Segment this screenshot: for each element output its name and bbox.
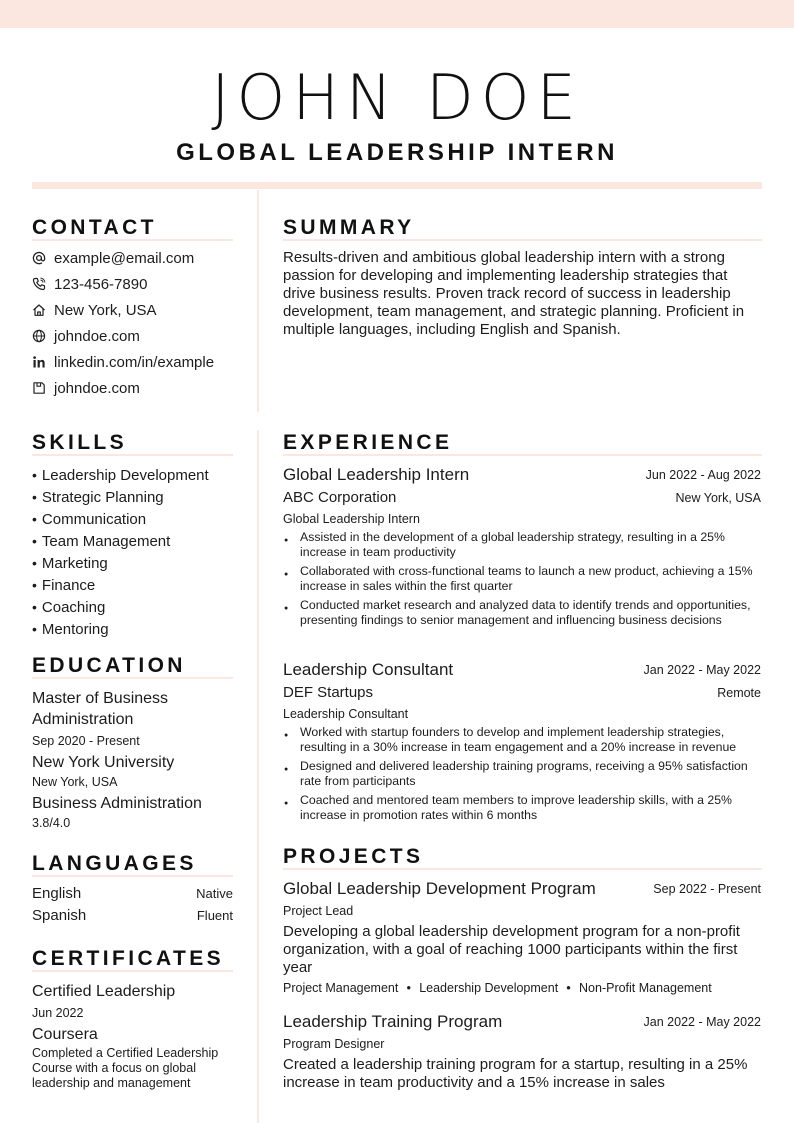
job-company: DEF Startups bbox=[283, 684, 374, 701]
project-tag: Leadership Development bbox=[419, 981, 559, 995]
language-row bbox=[32, 907, 233, 924]
at-icon bbox=[32, 251, 46, 265]
language-level: Fluent bbox=[196, 908, 233, 923]
job-bullet: ● Conducted market research and analyzed data to identify trends and opportunities, presenting findings to senior management and influencing business decisions bbox=[283, 598, 758, 628]
summary-heading: SUMMARY bbox=[283, 216, 415, 239]
job-bullet: ● Worked with startup founders to develop and implement leadership strategies, resulting in a 30% increase in team engagement and a 20% increase in revenue bbox=[283, 725, 758, 755]
contact-phone[interactable] bbox=[32, 273, 254, 295]
education-heading: EDUCATION bbox=[32, 654, 186, 677]
project-tag: Project Management bbox=[283, 981, 399, 995]
contact-website-text: johndoe.com bbox=[54, 327, 140, 345]
skills-rule bbox=[32, 454, 233, 456]
contact-linkedin-text: linkedin.com/in/example bbox=[54, 353, 215, 371]
project-role: Project Lead bbox=[283, 904, 354, 918]
job-role: Leadership Consultant bbox=[283, 707, 409, 721]
tag-separator: ● bbox=[406, 983, 412, 992]
education-gpa: 3.8/4.0 bbox=[32, 816, 71, 830]
certificate-name: Certified Leadership bbox=[32, 983, 176, 1000]
home-icon bbox=[32, 303, 46, 317]
skill-item: • Team Management bbox=[32, 530, 254, 552]
language-name: Spanish bbox=[32, 907, 87, 924]
certificates-rule bbox=[32, 970, 233, 972]
summary-text: Results-driven and ambitious global leadership intern with a strong passion for developing and implementing leadership strategies that drive business results. Proven track record of success in leadership development, team management, and strategic planning. Proficient in multiple languages, including English and Spanish. bbox=[283, 249, 745, 338]
skill-item: • Finance bbox=[32, 574, 254, 596]
project-title: Global Leadership Development Program bbox=[283, 879, 596, 898]
contact-portfolio[interactable] bbox=[32, 377, 254, 399]
projects-rule bbox=[283, 868, 762, 870]
portfolio-icon bbox=[32, 381, 46, 395]
contact-phone-text: 123-456-7890 bbox=[54, 275, 148, 293]
linkedin-icon bbox=[32, 355, 46, 369]
contact-website[interactable] bbox=[32, 325, 254, 347]
contact-email[interactable] bbox=[32, 247, 254, 269]
contact-email-text: example@email.com bbox=[54, 249, 195, 267]
project-tag: Non-Profit Management bbox=[579, 981, 712, 995]
tag-separator: ● bbox=[566, 983, 572, 992]
job-bullet: ● Assisted in the development of a global leadership strategy, resulting in a 25% increase in team productivity bbox=[283, 530, 758, 560]
job-bullet: ● Coached and mentored team members to improve leadership skills, with a 25% increase in promotion rates within 6 months bbox=[283, 793, 758, 823]
certificate-issuer: Coursera bbox=[32, 1026, 98, 1043]
contact-location bbox=[32, 299, 254, 321]
certificate-date: Jun 2022 bbox=[32, 1006, 84, 1020]
job-bullets bbox=[283, 725, 758, 827]
column-divider-top bbox=[257, 190, 259, 412]
project-role: Program Designer bbox=[283, 1037, 385, 1051]
job-location: Remote bbox=[717, 686, 761, 700]
candidate-title: GLOBAL LEADERSHIP INTERN bbox=[176, 139, 618, 166]
project-dates: Sep 2022 - Present bbox=[653, 882, 761, 896]
skill-item: • Mentoring bbox=[32, 618, 254, 640]
job-role: Global Leadership Intern bbox=[283, 512, 420, 526]
certificates-heading: CERTIFICATES bbox=[32, 947, 225, 970]
language-row bbox=[32, 885, 233, 902]
skill-item: • Communication bbox=[32, 508, 254, 530]
job-dates: Jan 2022 - May 2022 bbox=[643, 663, 761, 677]
job-bullet: ● Collaborated with cross-functional teams to launch a new product, achieving a 15% increase in sales within the first quarter bbox=[283, 564, 758, 594]
job-location: New York, USA bbox=[675, 491, 761, 505]
candidate-name: JOHN DOE bbox=[211, 61, 583, 134]
header-accent-rule bbox=[32, 182, 762, 189]
job-title: Leadership Consultant bbox=[283, 660, 454, 679]
project-tags bbox=[283, 980, 763, 996]
skill-item: • Coaching bbox=[32, 596, 254, 618]
skill-item: • Strategic Planning bbox=[32, 486, 254, 508]
project-dates: Jan 2022 - May 2022 bbox=[643, 1015, 761, 1029]
education-rule bbox=[32, 677, 233, 679]
summary-rule bbox=[283, 239, 762, 241]
job-dates: Jun 2022 - Aug 2022 bbox=[645, 468, 761, 482]
certificate-description: Completed a Certified Leadership Course with a focus on global leadership and management bbox=[32, 1046, 219, 1090]
project-description: Created a leadership training program for a startup, resulting in a 25% increase in team productivity and a 15% increase in sales bbox=[283, 1056, 748, 1091]
globe-icon bbox=[32, 329, 46, 343]
project-description: Developing a global leadership development program for a non-profit organization, with a goal of reaching 1000 participants within the first year bbox=[283, 923, 740, 976]
education-dates: Sep 2020 - Present bbox=[32, 734, 140, 748]
contact-location-text: New York, USA bbox=[54, 301, 157, 319]
contact-rule bbox=[32, 239, 233, 241]
education-school: New York University bbox=[32, 754, 175, 771]
skill-item: • Marketing bbox=[32, 552, 254, 574]
contact-portfolio-text: johndoe.com bbox=[54, 379, 140, 397]
skills-heading: SKILLS bbox=[32, 431, 128, 454]
language-level: Native bbox=[196, 886, 233, 901]
skills-list bbox=[32, 464, 254, 640]
job-title: Global Leadership Intern bbox=[283, 465, 470, 484]
languages-rule bbox=[32, 875, 233, 877]
job-bullet: ● Designed and delivered leadership training programs, receiving a 95% satisfaction rate from participants bbox=[283, 759, 758, 789]
languages-heading: LANGUAGES bbox=[32, 852, 197, 875]
job-bullets bbox=[283, 530, 758, 632]
experience-rule bbox=[283, 454, 762, 456]
column-divider-bottom bbox=[257, 430, 259, 1123]
contact-linkedin[interactable] bbox=[32, 351, 254, 373]
education-degree: Master of Business Administration bbox=[32, 690, 169, 728]
phone-icon bbox=[32, 277, 46, 291]
education-location: New York, USA bbox=[32, 775, 118, 789]
skill-item: • Leadership Development bbox=[32, 464, 254, 486]
job-company: ABC Corporation bbox=[283, 489, 397, 506]
education-field: Business Administration bbox=[32, 795, 202, 812]
experience-heading: EXPERIENCE bbox=[283, 431, 453, 454]
contact-heading: CONTACT bbox=[32, 216, 157, 239]
project-title: Leadership Training Program bbox=[283, 1012, 503, 1031]
projects-heading: PROJECTS bbox=[283, 845, 424, 868]
language-name: English bbox=[32, 885, 82, 902]
top-accent-band bbox=[0, 0, 794, 28]
